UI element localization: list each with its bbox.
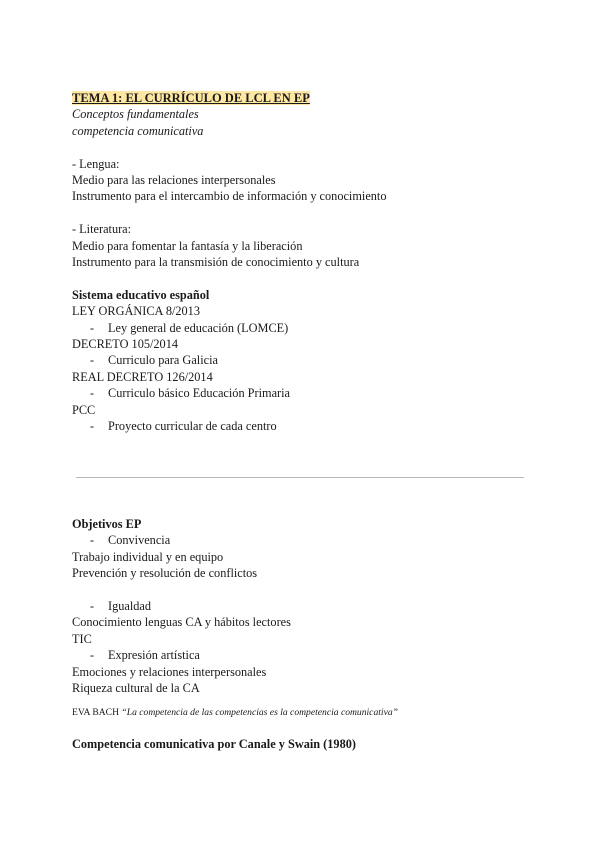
dash-bullet: - xyxy=(90,648,95,663)
dash-bullet: - xyxy=(90,386,95,401)
law-name: REAL DECRETO 126/2014 xyxy=(72,369,213,384)
law-detail: - Ley general de educación (LOMCE) xyxy=(90,320,289,335)
objetivo-item: Riqueza cultural de la CA xyxy=(72,681,200,696)
law-detail: - Proyecto curricular de cada centro xyxy=(90,419,277,434)
literatura-item: Medio para fomentar la fantasía y la liberación xyxy=(72,238,303,253)
dash-bullet: - xyxy=(90,353,95,368)
subtitle-concepts: Conceptos fundamentales xyxy=(72,107,199,122)
literatura-item: Instrumento para la transmisión de conocimiento y cultura xyxy=(72,255,360,270)
objetivos-heading: Objetivos EP xyxy=(72,517,142,531)
law-name: DECRETO 105/2014 xyxy=(72,337,179,352)
lengua-item: Instrumento para el intercambio de información y conocimiento xyxy=(72,189,387,204)
document-title: TEMA 1: EL CURRÍCULO DE LCL EN EP xyxy=(72,91,310,105)
lengua-item: Medio para las relaciones interpersonales xyxy=(72,173,276,188)
objetivo-item: Trabajo individual y en equipo xyxy=(72,549,224,564)
document-page-lower xyxy=(72,516,542,753)
law-detail: - Curriculo para Galicia xyxy=(90,353,218,368)
objetivo-item: Conocimiento lenguas CA y hábitos lectores xyxy=(72,615,291,630)
literatura-heading: - Literatura: xyxy=(72,222,132,237)
objetivo-item: Prevención y resolución de conflictos xyxy=(72,566,258,581)
objetivo-item: TIC xyxy=(72,631,92,646)
objetivo-group-head: - Expresión artística xyxy=(90,648,200,663)
horizontal-divider xyxy=(76,477,524,478)
lengua-heading: - Lengua: xyxy=(72,156,120,171)
dash-bullet: - xyxy=(90,533,95,548)
subtitle-competence: competencia comunicativa xyxy=(72,123,204,138)
law-name: PCC xyxy=(72,402,96,417)
law-name: LEY ORGÁNICA 8/2013 xyxy=(72,304,200,319)
quote-line xyxy=(72,706,542,720)
sistema-heading: Sistema educativo español xyxy=(72,287,210,302)
quote-text: “La competencia de las competencias es la competencia comunicativa” xyxy=(121,707,398,719)
objetivo-group-head: - Convivencia xyxy=(90,533,171,548)
dash-bullet: - xyxy=(90,599,95,614)
objetivo-item: Emociones y relaciones interpersonales xyxy=(72,664,267,679)
final-heading: Competencia comunicativa por Canale y Swain (1980) xyxy=(72,737,356,752)
dash-bullet: - xyxy=(90,419,95,434)
quote-author: EVA BACH xyxy=(72,707,122,719)
document-page xyxy=(72,90,542,434)
objetivo-group-head: - Igualdad xyxy=(90,599,152,614)
law-detail: - Curriculo básico Educación Primaria xyxy=(90,386,291,401)
dash-bullet: - xyxy=(90,320,95,335)
